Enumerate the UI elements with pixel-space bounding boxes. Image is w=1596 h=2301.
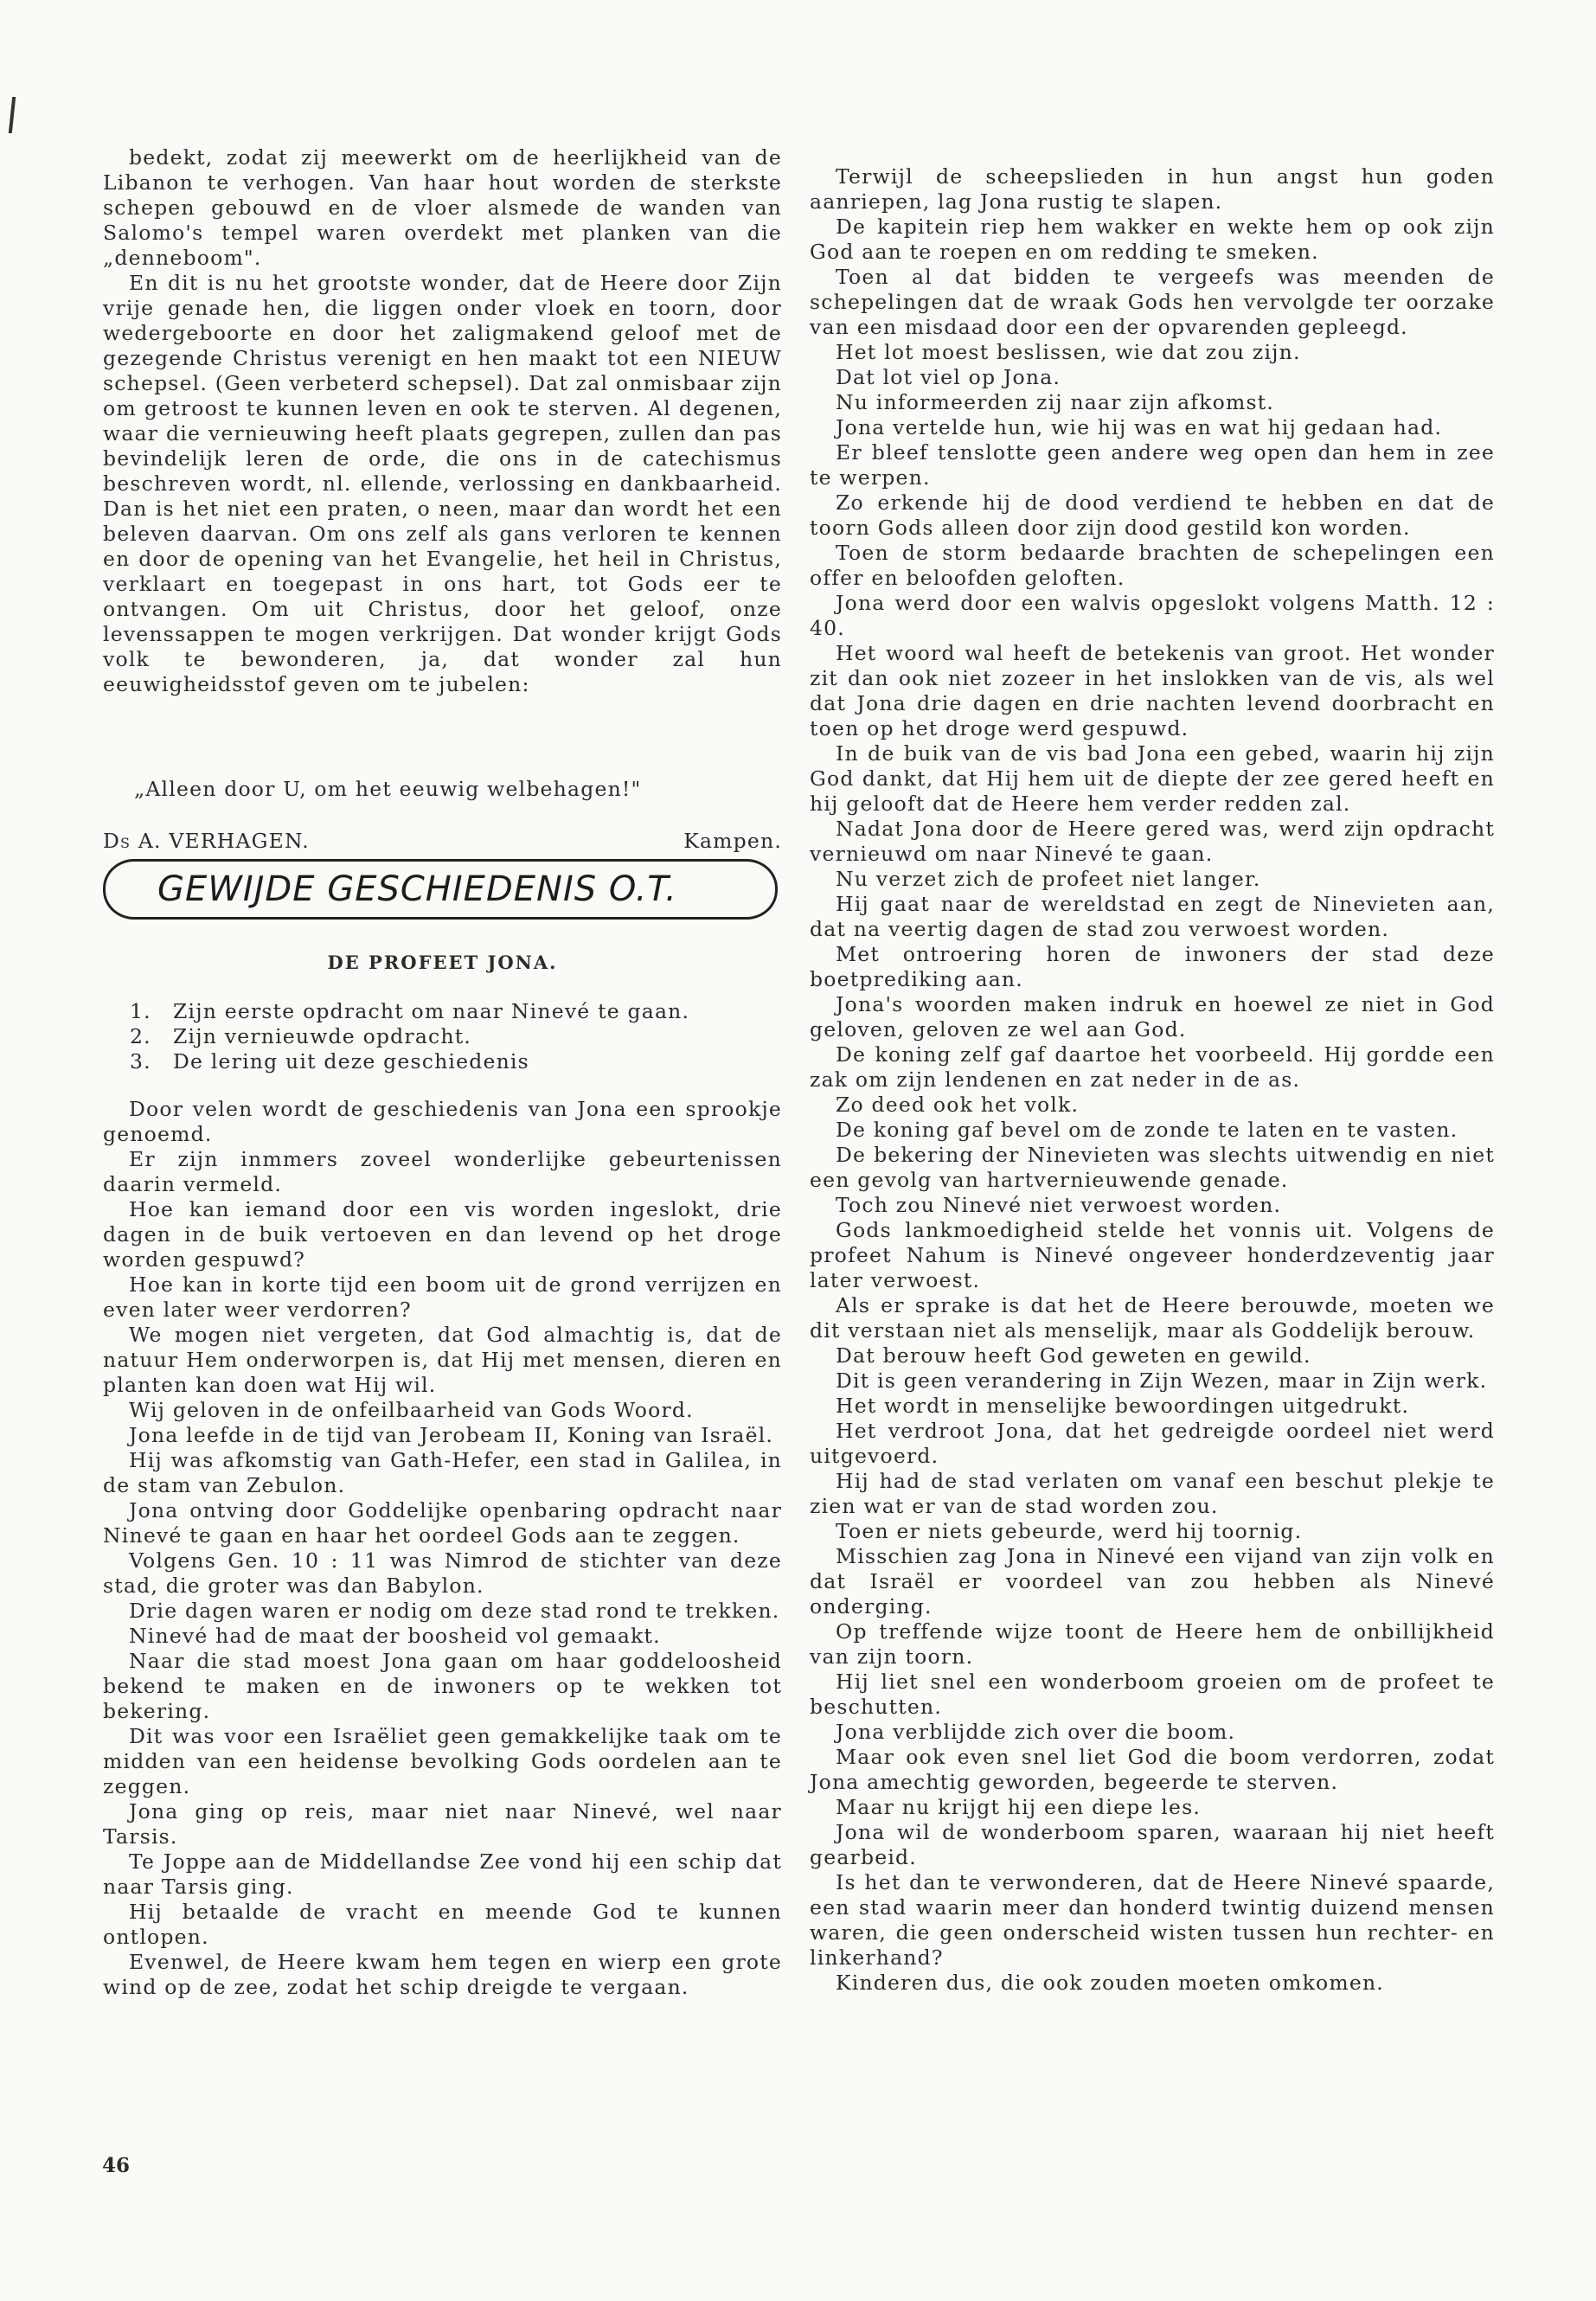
author-name: Ds A. VERHAGEN. — [103, 829, 310, 853]
article-outline — [130, 999, 689, 1074]
outline-number: 1. — [130, 999, 151, 1023]
signature — [103, 829, 782, 853]
left-column-article — [103, 1097, 782, 2000]
paragraph: Toen al dat bidden te vergeefs was meenden de schepelingen dat de wraak Gods hen vervolgde ter oorzake van een misdaad door een der opvarenden gepleegd. — [810, 265, 1495, 339]
paragraph: Dat berouw heeft God geweten en gewild. — [836, 1343, 1311, 1368]
paragraph: Er zijn inmmers zoveel wonderlijke gebeurtenissen daarin vermeld. — [103, 1147, 782, 1196]
paragraph: Jona vertelde hun, wie hij was en wat hij gedaan had. — [836, 415, 1443, 439]
outline-item — [130, 1024, 689, 1049]
paragraph: Wij geloven in de onfeilbaarheid van Gods Woord. — [129, 1398, 694, 1422]
paragraph: Op treffende wijze toont de Heere hem de onbillijkheid van zijn toorn. — [810, 1619, 1495, 1669]
paragraph: Jona ging op reis, maar niet naar Ninevé, wel naar Tarsis. — [103, 1799, 782, 1849]
paragraph: Nadat Jona door de Heere gered was, werd zijn opdracht vernieuwd om naar Ninevé te gaan. — [810, 817, 1495, 866]
outline-number: 3. — [130, 1049, 151, 1074]
paragraph: Te Joppe aan de Middellandse Zee vond hij een schip dat naar Tarsis ging. — [103, 1849, 782, 1899]
page-number: 46 — [102, 2154, 131, 2177]
paragraph: Als er sprake is dat het de Heere berouwde, moeten we dit verstaan niet als menselijk, maar als Goddelijk berouw. — [810, 1293, 1495, 1343]
left-column-intro — [103, 145, 782, 697]
outline-item — [130, 1049, 689, 1074]
paragraph: Met ontroering horen de inwoners der stad deze boetprediking aan. — [810, 942, 1495, 991]
closing-quote: „Alleen door U, om het eeuwig welbehagen!" — [134, 777, 642, 801]
paragraph: En dit is nu het grootste wonder, dat de Heere door Zijn vrije genade hen, die liggen onder vloek en toorn, door wedergeboorte en door het zaligmakend geloof met de gezegende Christus verenigt en hen maakt tot een NIEUW schepsel. (Geen verbeterd schepsel). Dat zal onmisbaar zijn om getroost te kunnen leven en ook te sterven. Al degenen, waar die vernieuwing heeft plaats gegrepen, zullen dan pas bevindelijk leren de orde, die ons in de catechismus beschreven wordt, nl. ellende, verlossing en dankbaarheid. Dan is het niet een praten, o neen, maar dan wordt het een beleven daarvan. Om ons zelf als gans verloren te kennen en door de opening van het Evangelie, het heil in Christus, verklaart en toegepast in ons hart, tot Gods eer te ontvangen. Om uit Christus, door het geloof, onze levenssappen te mogen verkrijgen. Dat wonder krijgt Gods volk te bewonderen, ja, dat wonder zal hun eeuwigheidsstof geven om te jubelen: — [103, 271, 782, 696]
paragraph: Jona wil de wonderboom sparen, waaraan hij niet heeft gearbeid. — [810, 1820, 1495, 1869]
paragraph: Jona verblijdde zich over die boom. — [836, 1720, 1236, 1744]
paragraph: Het lot moest beslissen, wie dat zou zijn. — [836, 340, 1301, 364]
paragraph: Het wordt in menselijke bewoordingen uitgedrukt. — [836, 1394, 1410, 1418]
paragraph: Is het dan te verwonderen, dat de Heere Ninevé spaarde, een stad waarin meer dan honderd twintig duizend mensen waren, die geen onderscheid wisten tussen hun rechter- en linkerhand? — [810, 1870, 1495, 1970]
paragraph: De koning gaf bevel om de zonde te laten en te vasten. — [836, 1118, 1458, 1142]
paragraph: Evenwel, de Heere kwam hem tegen en wierp een grote wind op de zee, zodat het schip dreigde te vergaan. — [103, 1950, 782, 1999]
paragraph: Het verdroot Jona, dat het gedreigde oordeel niet werd uitgevoerd. — [810, 1419, 1495, 1468]
scan-edge-mark — [9, 97, 16, 133]
paragraph: De koning zelf gaf daartoe het voorbeeld. Hij gordde een zak om zijn lendenen en zat neder in de as. — [810, 1042, 1495, 1092]
paragraph: Gods lankmoedigheid stelde het vonnis uit. Volgens de profeet Nahum is Ninevé ongeveer honderdzeventig jaar later verwoest. — [810, 1218, 1495, 1292]
paragraph: Hij was afkomstig van Gath-Hefer, een stad in Galilea, in de stam van Zebulon. — [103, 1448, 782, 1497]
paragraph: Hoe kan in korte tijd een boom uit de grond verrijzen en even later weer verdorren? — [103, 1272, 782, 1322]
right-column-article — [810, 164, 1495, 1996]
paragraph: Hij had de stad verlaten om vanaf een beschut plekje te zien wat er van de stad worden zou. — [810, 1469, 1495, 1518]
paragraph: Hij gaat naar de wereldstad en zegt de Ninevieten aan, dat na veertig dagen de stad zou verwoest worden. — [810, 892, 1495, 941]
paragraph: We mogen niet vergeten, dat God almachtig is, dat de natuur Hem onderworpen is, dat Hij met mensen, dieren en planten kan doen wat Hij wil. — [103, 1323, 782, 1397]
outline-text: Zijn vernieuwde opdracht. — [173, 1024, 472, 1048]
paragraph: Ninevé had de maat der boosheid vol gemaakt. — [129, 1624, 661, 1648]
paragraph: Terwijl de scheepslieden in hun angst hun goden aanriepen, lag Jona rustig te slapen. — [810, 164, 1495, 214]
paragraph: Hoe kan iemand door een vis worden ingeslokt, drie dagen in de buik vertoeven en dan levend op het droge worden gespuwd? — [103, 1197, 782, 1272]
paragraph: Jona's woorden maken indruk en hoewel ze niet in God geloven, geloven ze wel aan God. — [810, 992, 1495, 1042]
paragraph: Jona werd door een walvis opgeslokt volgens Matth. 12 : 40. — [810, 591, 1495, 640]
outline-number: 2. — [130, 1024, 151, 1048]
paragraph: Hij liet snel een wonderboom groeien om de profeet te beschutten. — [810, 1670, 1495, 1719]
paragraph: bedekt, zodat zij meewerkt om de heerlijkheid van de Libanon te verhogen. Van haar hout worden de sterkste schepen gebouwd en de vloer alsmede de wanden van Salomo's tempel waren overdekt met planken van die „denneboom". — [103, 145, 782, 270]
paragraph: Dit is geen verandering in Zijn Wezen, maar in Zijn werk. — [836, 1368, 1488, 1393]
paragraph: Jona leefde in de tijd van Jerobeam II, Koning van Israël. — [129, 1423, 774, 1447]
paragraph: Nu verzet zich de profeet niet langer. — [836, 867, 1261, 891]
paragraph: Door velen wordt de geschiedenis van Jona een sprookje genoemd. — [103, 1097, 782, 1146]
paragraph: De bekering der Ninevieten was slechts uitwendig en niet een gevolg van hartvernieuwende genade. — [810, 1143, 1495, 1192]
paragraph: In de buik van de vis bad Jona een gebed, waarin hij zijn God dankt, dat Hij hem uit de diepte der zee gered heeft en hij gelooft dat de Heere hem verder redden zal. — [810, 741, 1495, 816]
section-banner-title: GEWIJDE GESCHIEDENIS O.T. — [157, 869, 677, 909]
paragraph: Toen er niets gebeurde, werd hij toornig. — [836, 1519, 1303, 1543]
paragraph: Dit was voor een Israëliet geen gemakkelijke taak om te midden van een heidense bevolking Gods oordelen aan te zeggen. — [103, 1724, 782, 1798]
paragraph: Misschien zag Jona in Ninevé een vijand van zijn volk en dat Israël er voordeel van zou hebben als Ninevé onderging. — [810, 1544, 1495, 1618]
section-banner — [103, 859, 778, 920]
paragraph: Naar die stad moest Jona gaan om haar goddeloosheid bekend te maken en de inwoners op te wekken tot bekering. — [103, 1649, 782, 1723]
paragraph: Dat lot viel op Jona. — [836, 365, 1061, 389]
paragraph: Toen de storm bedaarde brachten de schepelingen een offer en beloofden geloften. — [810, 541, 1495, 590]
paragraph: Maar ook even snel liet God die boom verdorren, zodat Jona amechtig geworden, begeerde te sterven. — [810, 1745, 1495, 1794]
author-place: Kampen. — [683, 829, 782, 853]
paragraph: Het woord wal heeft de betekenis van groot. Het wonder zit dan ook niet zozeer in het inslokken van de vis, als wel dat Jona drie dagen en drie nachten levend doorbracht en toen op het droge werd gespuwd. — [810, 641, 1495, 740]
outline-item — [130, 999, 689, 1024]
paragraph: Drie dagen waren er nodig om deze stad rond te trekken. — [129, 1599, 780, 1623]
paragraph: Zo erkende hij de dood verdiend te hebben en dat de toorn Gods alleen door zijn dood gestild kon worden. — [810, 490, 1495, 540]
outline-text: Zijn eerste opdracht om naar Ninevé te gaan. — [173, 999, 690, 1023]
paragraph: Kinderen dus, die ook zouden moeten omkomen. — [836, 1971, 1384, 1995]
outline-text: De lering uit deze geschiedenis — [173, 1049, 529, 1074]
paragraph: Volgens Gen. 10 : 11 was Nimrod de stichter van deze stad, die groter was dan Babylon. — [103, 1548, 782, 1598]
paragraph: Zo deed ook het volk. — [836, 1093, 1080, 1117]
paragraph: Er bleef tenslotte geen andere weg open dan hem in zee te werpen. — [810, 440, 1495, 490]
paragraph: Jona ontving door Goddelijke openbaring opdracht naar Ninevé te gaan en haar het oordeel Gods aan te zeggen. — [103, 1498, 782, 1548]
paragraph: Hij betaalde de vracht en meende God te kunnen ontlopen. — [103, 1900, 782, 1949]
paragraph: De kapitein riep hem wakker en wekte hem op ook zijn God aan te roepen en om redding te smeken. — [810, 215, 1495, 264]
paragraph: Nu informeerden zij naar zijn afkomst. — [836, 390, 1275, 414]
paragraph: Toch zou Ninevé niet verwoest worden. — [836, 1193, 1282, 1217]
paragraph: Maar nu krijgt hij een diepe les. — [836, 1795, 1202, 1819]
article-title: DE PROFEET JONA. — [327, 952, 558, 973]
